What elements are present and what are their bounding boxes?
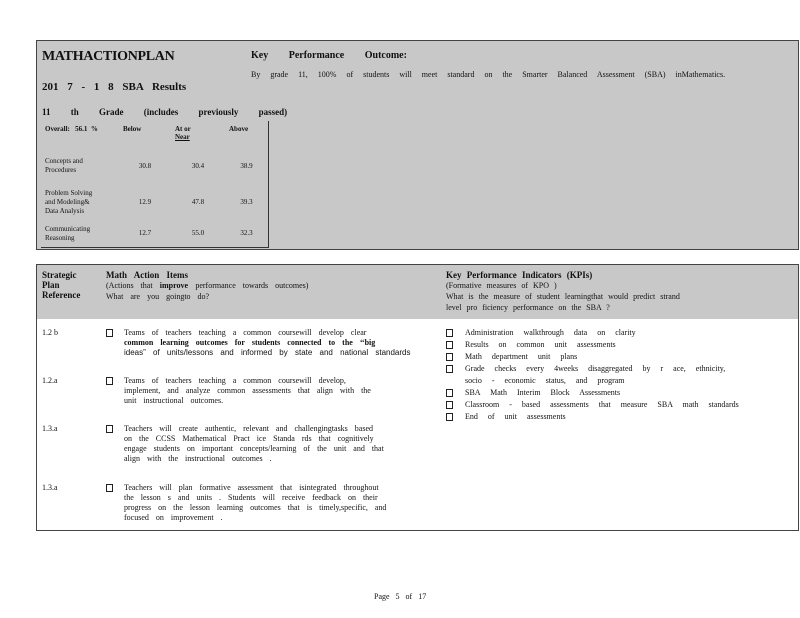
plan-reference: 1.2.a bbox=[42, 376, 58, 385]
row-label-line: Communicating bbox=[45, 224, 91, 233]
plan-reference: 1.2 b bbox=[42, 328, 58, 337]
action-line: Teams of teachers teaching a common coursewill develop, bbox=[124, 376, 346, 385]
checkbox-bullet-icon bbox=[106, 329, 113, 337]
checkbox-bullet-icon bbox=[106, 484, 113, 492]
strategic-plan-header bbox=[42, 270, 80, 300]
action-line: unit instructional outcomes. bbox=[124, 396, 224, 405]
action-item bbox=[124, 483, 430, 523]
kpo-heading: Key Performance Outcome: bbox=[251, 50, 407, 61]
checkbox-bullet-icon bbox=[106, 425, 113, 433]
action-items-header bbox=[106, 270, 308, 302]
cell-at: 30.4 bbox=[191, 161, 205, 170]
action-line: focused on improvement . bbox=[124, 513, 223, 522]
row-label-line: Procedures bbox=[45, 166, 77, 174]
header-line: Strategic bbox=[42, 270, 77, 280]
header-sub: (Actions that bbox=[106, 281, 153, 290]
checkbox-bullet-icon bbox=[446, 365, 453, 373]
col-below: Below bbox=[123, 125, 142, 133]
col-near-label: Near bbox=[175, 133, 190, 141]
page-title: MATHACTIONPLAN bbox=[42, 49, 175, 64]
header-title: Math Action Items bbox=[106, 270, 188, 280]
kpi-header bbox=[446, 270, 680, 313]
row-label-line: Problem Solving bbox=[45, 188, 93, 197]
action-line: Teams of teachers teaching a common coursewill develop clear bbox=[124, 328, 367, 337]
kpi-item: Results on common unit assessments bbox=[465, 340, 616, 349]
action-line: progress on the lesson learning outcomes that is timely,specific, and bbox=[124, 503, 387, 512]
percent-sign: % bbox=[90, 125, 98, 133]
action-line: the lesson s and units . Students will receive feedback on their bbox=[124, 493, 378, 502]
header-title: Key Performance Indicators (KPIs) bbox=[446, 270, 593, 280]
overall-value: 56.1 bbox=[75, 125, 88, 133]
action-line: ideas” of units/lessons and informed by state and national standards bbox=[124, 348, 411, 357]
row-label-line: and Modeling& bbox=[45, 197, 90, 206]
action-item bbox=[124, 424, 430, 464]
action-item bbox=[124, 328, 430, 358]
checkbox-bullet-icon bbox=[446, 341, 453, 349]
row-label-line: Reasoning bbox=[45, 233, 75, 242]
plan-reference: 1.3.a bbox=[42, 483, 58, 492]
table-row bbox=[41, 221, 269, 247]
action-line: Teachers will plan formative assessment that isintegrated throughout bbox=[124, 483, 379, 492]
kpo-text: By grade 11, 100% of students will meet standard on the Smarter Balanced Assessment (SBA) inMathematics. bbox=[251, 70, 726, 79]
col-at-or-near bbox=[171, 121, 225, 149]
action-item bbox=[124, 376, 430, 406]
page-footer: Page 5 of 17 bbox=[374, 592, 427, 601]
action-line: engage students on important concepts/learning of the unit and that bbox=[124, 444, 384, 453]
table-header-row bbox=[41, 121, 269, 149]
action-line: align with the instructional outcomes . bbox=[124, 454, 272, 463]
kpi-item: Grade checks every 4weeks disaggregated by r ace, ethnicity, bbox=[465, 364, 726, 373]
checkbox-bullet-icon bbox=[446, 329, 453, 337]
kpi-item: End of unit assessments bbox=[465, 412, 566, 421]
action-line: on the CCSS Mathematical Pract ice Standa rds that cognitively bbox=[124, 434, 374, 443]
header-bold: improve bbox=[159, 281, 189, 290]
table-row bbox=[41, 149, 269, 183]
header-line: Reference bbox=[42, 290, 81, 300]
header-question: What are you goingto do? bbox=[106, 292, 210, 301]
header-line: Plan bbox=[42, 280, 60, 290]
checkbox-bullet-icon bbox=[106, 377, 113, 385]
checkbox-bullet-icon bbox=[446, 353, 453, 361]
checkbox-bullet-icon bbox=[446, 389, 453, 397]
kpi-item: Administration walkthrough data on clarity bbox=[465, 328, 636, 337]
header-question: What is the measure of student learningthat would predict strand bbox=[446, 292, 680, 301]
cell-above: 38.9 bbox=[240, 161, 253, 170]
col-above: Above bbox=[229, 125, 249, 133]
cell-at: 47.8 bbox=[191, 197, 205, 206]
cell-above: 32.3 bbox=[240, 229, 253, 238]
row-label-line: Data Analysis bbox=[45, 206, 85, 215]
cell-at: 55.0 bbox=[191, 229, 205, 238]
overall-label: Overall: bbox=[45, 125, 70, 133]
row-label-line: Concepts and bbox=[45, 157, 83, 165]
results-title: 201 7 - 1 8 SBA Results bbox=[42, 81, 187, 93]
cell-above: 39.3 bbox=[240, 197, 253, 206]
checkbox-bullet-icon bbox=[446, 413, 453, 421]
kpi-item-continued: socio - economic status, and program bbox=[465, 376, 625, 385]
kpi-item: SBA Math Interim Block Assessments bbox=[465, 388, 621, 397]
col-at-label: At or bbox=[175, 125, 191, 133]
action-line: common learning outcomes for students connected to the ‘‘big bbox=[124, 338, 376, 347]
kpi-item: Classroom - based assessments that measure SBA math standards bbox=[465, 400, 739, 409]
action-line: implement, and analyze common assessments that align with the bbox=[124, 386, 371, 395]
header-sub: (Formative measures of KPO ) bbox=[446, 281, 557, 290]
header-question: level pro ficiency performance on the SBA ? bbox=[446, 303, 610, 312]
cell-below: 12.7 bbox=[138, 229, 152, 238]
cell-below: 12.9 bbox=[138, 197, 152, 206]
table-row bbox=[41, 183, 269, 221]
grade-label: 11 th Grade (includes previously passed) bbox=[42, 107, 288, 117]
kpi-item: Math department unit plans bbox=[465, 352, 578, 361]
checkbox-bullet-icon bbox=[446, 401, 453, 409]
cell-below: 30.8 bbox=[138, 161, 152, 170]
plan-reference: 1.3.a bbox=[42, 424, 58, 433]
action-line: Teachers will create authentic, relevant and challengingtasks based bbox=[124, 424, 374, 433]
sba-results-table bbox=[41, 121, 269, 248]
header-sub: performance towards outcomes) bbox=[195, 281, 309, 290]
